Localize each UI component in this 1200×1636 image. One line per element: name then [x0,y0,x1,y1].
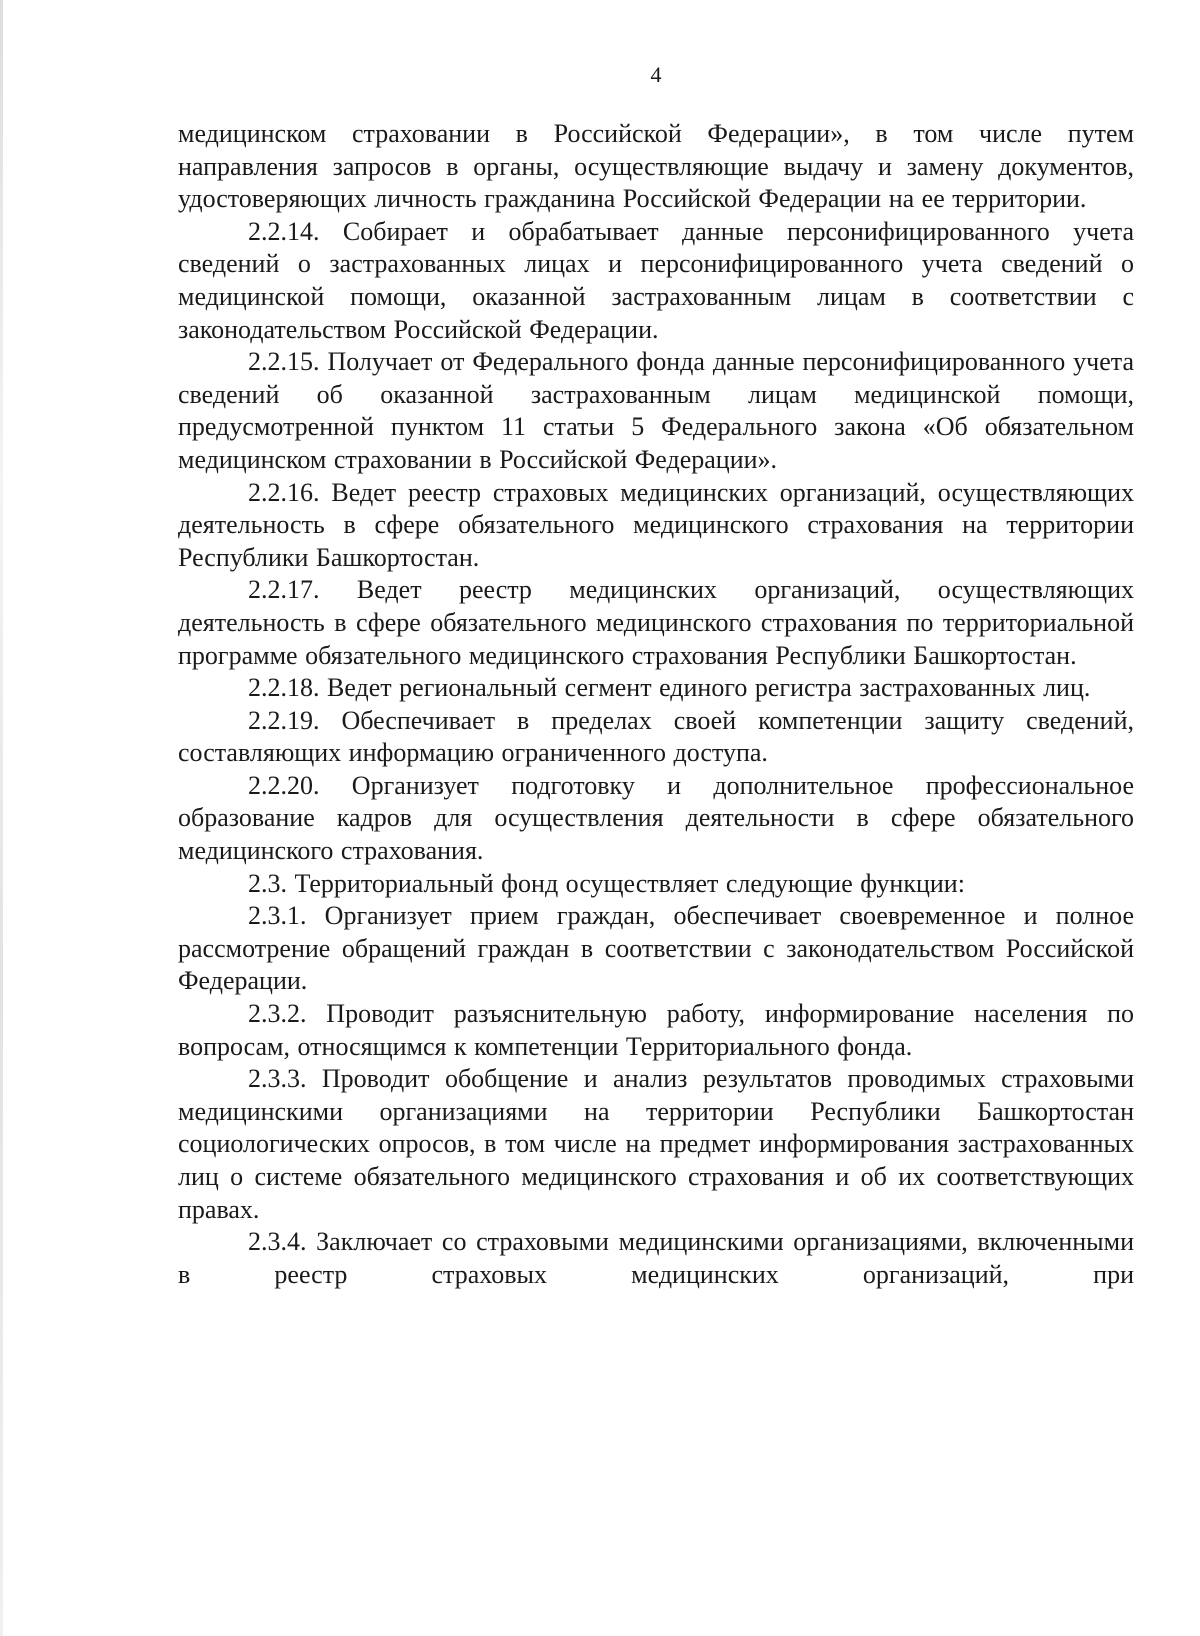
paragraph-2-2-19: 2.2.19. Обеспечивает в пределах своей компетенции защиту сведений, составляющих информацию ограниченного доступа. [178,705,1134,768]
paragraph-2-2-15: 2.2.15. Получает от Федерального фонда данные персонифицированного учета сведений об оказанной застрахованным лицам медицинской помощи, предусмотренной пунктом 11 статьи 5 Федерального закона «Об обязательном медицинском страховании в Российской Федерации». [178,347,1134,474]
paragraph-2-2-18: 2.2.18. Ведет региональный сегмент единого регистра застрахованных лиц. [248,673,1091,703]
paragraph-2-2-17: 2.2.17. Ведет реестр медицинских организаций, осуществляющих деятельность в сфере обязательного медицинского страхования по территориальной программе обязательного медицинского страхования Республики Башкортостан. [178,575,1134,670]
paragraph-2-2-14: 2.2.14. Собирает и обрабатывает данные персонифицированного учета сведений о застрахованных лицах и персонифицированного учета сведений о медицинской помощи, оказанной застрахованным лицам в соответствии с законодательством Российской Федерации. [178,216,1134,344]
paragraph-2-3-2: 2.3.2. Проводит разъяснительную работу, информирование населения по вопросам, относящимся к компетенции Территориального фонда. [178,999,1134,1061]
paragraph-2-3: 2.3. Территориальный фонд осуществляет следующие функции: [248,868,965,898]
page-number: 4 [650,62,662,87]
paragraph-continuation: медицинском страховании в Российской Федерации», в том числе путем направления запросов в органы, осуществляющие выдачу и замену документов, удостоверяющих личность гражданина Российской Федерации на ее территории. [178,119,1134,214]
paragraph-2-2-16: 2.2.16. Ведет реестр страховых медицинских организаций, осуществляющих деятельность в сфере обязательного медицинского страхования на территории Республики Башкортостан. [178,477,1134,572]
paragraph-2-3-1: 2.3.1. Организует прием граждан, обеспечивает своевременное и полное рассмотрение обращений граждан в соответствии с законодательством Российской Федерации. [178,901,1134,996]
document-body [178,118,1134,1291]
paragraph-2-3-3: 2.3.3. Проводит обобщение и анализ результатов проводимых страховыми медицинскими организациями на территории Республики Башкортостан социологических опросов, в том числе на предмет информирования застрахованных лиц о системе обязательного медицинского страхования и об их соответствующих правах. [178,1064,1134,1224]
scan-edge [0,0,3,1636]
paragraph-2-2-20: 2.2.20. Организует подготовку и дополнительное профессиональное образование кадров для осуществления деятельности в сфере обязательного медицинского страхования. [178,770,1134,866]
paragraph-2-3-4: 2.3.4. Заключает со страховыми медицинскими организациями, включенными в реестр страховых медицинских организаций, при [178,1227,1134,1289]
